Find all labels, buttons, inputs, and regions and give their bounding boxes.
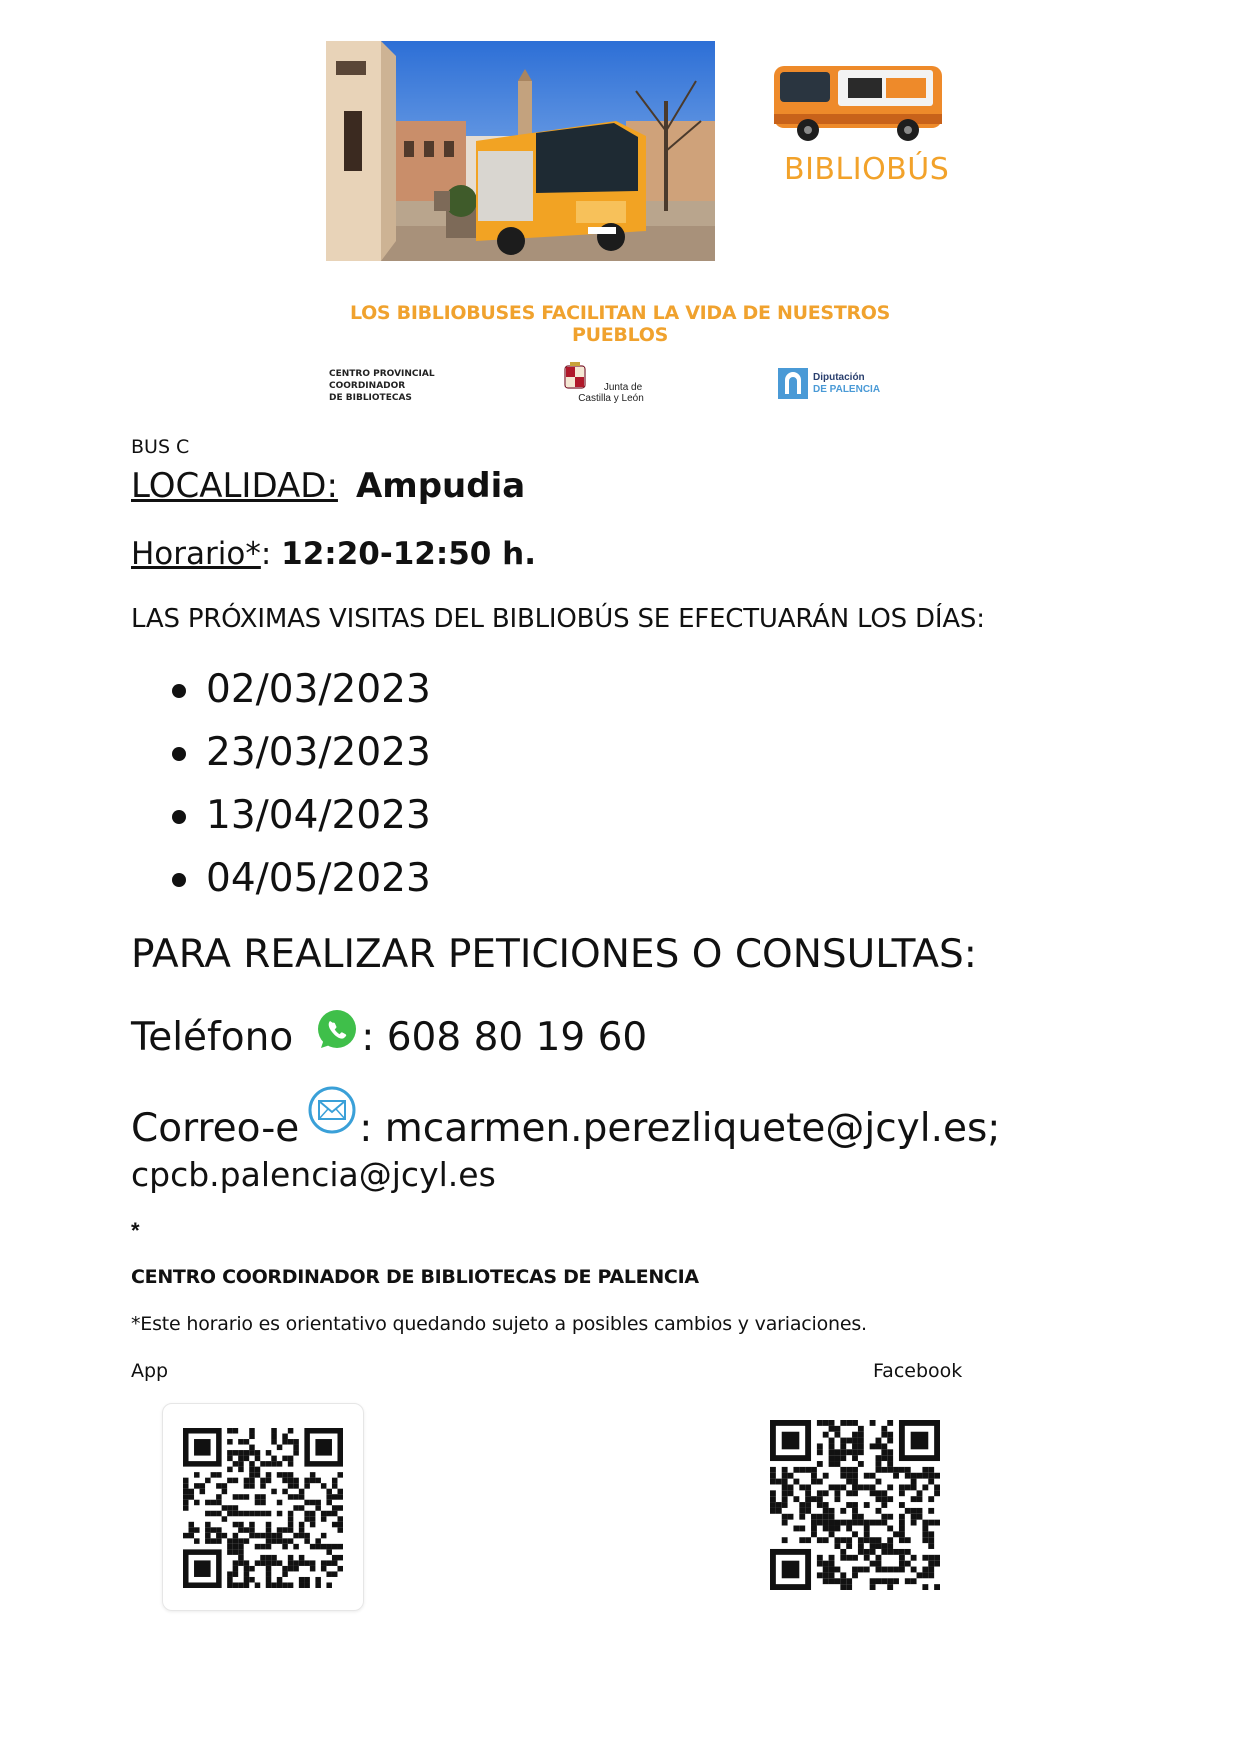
logo-diputacion-line: DE PALENCIA [813, 384, 881, 395]
phone-value: : 608 80 19 60 [361, 1015, 648, 1060]
facebook-label: Facebook [873, 1360, 963, 1382]
logo-diputacion-line: Diputación [813, 372, 865, 383]
slogan: LOS BIBLIOBUSES FACILITAN LA VIDA DE NUESTROS PUEBLOS [349, 302, 891, 346]
qr-code-icon [183, 1428, 343, 1588]
logo-centro-provincial [329, 368, 435, 404]
logo-centro-line: CENTRO PROVINCIAL [329, 369, 435, 379]
envelope-icon [307, 1085, 357, 1135]
visit-dates-list [170, 664, 431, 916]
schedule-note: *Este horario es orientativo quedando sujeto a posibles cambios y variaciones. [131, 1313, 867, 1335]
visits-intro: LAS PRÓXIMAS VISITAS DEL BIBLIOBÚS SE EFECTUARÁN LOS DÍAS: [131, 604, 985, 634]
phone-label: Teléfono [131, 1015, 294, 1060]
facebook-qr-code[interactable] [770, 1420, 940, 1590]
centro-coordinador: CENTRO COORDINADOR DE BIBLIOTECAS DE PALENCIA [131, 1266, 699, 1288]
horario-label: Horario* [131, 536, 261, 572]
whatsapp-icon [315, 1008, 359, 1052]
visit-date-item [170, 727, 431, 790]
visit-date: 04/05/2023 [206, 856, 431, 901]
email-line [131, 1085, 1001, 1151]
email-value[interactable]: : mcarmen.perezliquete@jcyl.es; [359, 1106, 1001, 1151]
visit-date-item [170, 853, 431, 916]
horario-separator: : [260, 536, 282, 572]
visit-date: 13/04/2023 [206, 793, 431, 838]
visit-date: 02/03/2023 [206, 667, 431, 712]
bullet-icon [172, 747, 186, 761]
app-label: App [131, 1360, 169, 1382]
horario-line [131, 536, 536, 572]
bibliobus-side-illustration [768, 56, 948, 146]
localidad-line [131, 466, 525, 506]
logo-junta-castilla-leon [556, 360, 666, 406]
bibliobus-photo [326, 41, 715, 261]
visit-date-item [170, 790, 431, 853]
email-value-secondary[interactable]: cpcb.palencia@jcyl.es [131, 1155, 496, 1194]
qr-code-icon [770, 1420, 940, 1590]
bus-label: BUS C [131, 436, 190, 458]
horario-value: 12:20-12:50 h. [281, 536, 537, 572]
bullet-icon [172, 873, 186, 887]
contact-heading: PARA REALIZAR PETICIONES O CONSULTAS: [131, 932, 977, 977]
logo-junta-line: Junta de [603, 382, 643, 393]
visit-date-item [170, 664, 431, 727]
logo-diputacion-palencia [778, 368, 888, 400]
localidad-label: LOCALIDAD: [131, 466, 338, 506]
logo-junta-line: Castilla y León [578, 393, 644, 404]
asterisk: * [131, 1218, 140, 1243]
phone-line [131, 1008, 647, 1064]
bullet-icon [172, 684, 186, 698]
brand-title: BIBLIOBÚS [784, 152, 950, 187]
bullet-icon [172, 810, 186, 824]
email-label: Correo-e [131, 1106, 300, 1151]
diputacion-mark-icon [778, 368, 808, 399]
visit-date: 23/03/2023 [206, 730, 431, 775]
logo-centro-line: COORDINADOR [329, 381, 406, 391]
localidad-value: Ampudia [355, 466, 526, 506]
logo-centro-line: DE BIBLIOTECAS [329, 393, 412, 403]
app-qr-code[interactable] [162, 1403, 364, 1611]
